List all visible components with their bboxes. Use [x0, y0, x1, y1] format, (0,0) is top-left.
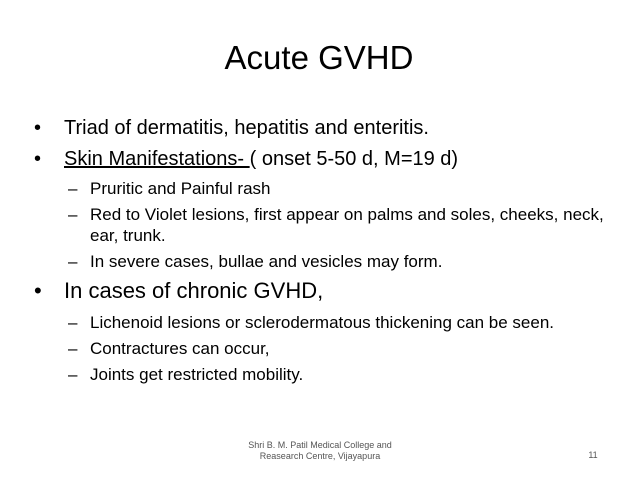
bullet-item [32, 116, 622, 140]
footer-line: Shri B. M. Patil Medical College and [248, 440, 392, 450]
sub-bullet-item [32, 204, 622, 246]
bullet-item [32, 147, 622, 171]
bullet-text-underlined: Skin Manifestations- [64, 148, 250, 170]
bullet-item [32, 277, 622, 304]
slide-title: Acute GVHD [224, 39, 414, 76]
sub-bullet-text: In severe cases, bullae and vesicles may form. [90, 252, 443, 271]
sub-bullet-item [32, 338, 622, 359]
sub-bullet-text: Joints get restricted mobility. [90, 365, 304, 384]
bullet-text: In cases of chronic GVHD, [64, 278, 324, 303]
bullet-text: Triad of dermatitis, hepatitis and enteritis. [64, 117, 429, 139]
sub-bullet-text: Lichenoid lesions or sclerodermatous thickening can be seen. [90, 313, 554, 332]
sub-bullet-text: Contractures can occur, [90, 339, 270, 358]
sub-bullet-item [32, 178, 622, 199]
dash-icon: – [68, 339, 78, 358]
dash-icon: – [68, 313, 78, 332]
sub-bullet-item [32, 364, 622, 385]
sub-bullet-item [32, 312, 622, 333]
bullet-icon: • [34, 117, 42, 139]
sub-bullet-text: Red to Violet lesions, first appear on palms and soles, cheeks, neck, ear, trunk. [90, 205, 604, 245]
dash-icon: – [68, 179, 78, 198]
bullet-text: ( onset 5-50 d, M=19 d) [249, 148, 459, 170]
sub-bullet-text: Pruritic and Painful rash [90, 179, 271, 198]
footer-line: Reasearch Centre, Vijayapura [259, 451, 381, 461]
sub-bullet-item [32, 251, 622, 272]
dash-icon: – [68, 252, 78, 271]
dash-icon: – [68, 205, 78, 224]
slide-footer [220, 440, 420, 462]
dash-icon: – [68, 365, 78, 384]
bullet-icon: • [34, 148, 42, 170]
bullet-icon: • [34, 278, 42, 303]
slide-body [32, 116, 622, 390]
page-number: 11 [588, 450, 598, 460]
